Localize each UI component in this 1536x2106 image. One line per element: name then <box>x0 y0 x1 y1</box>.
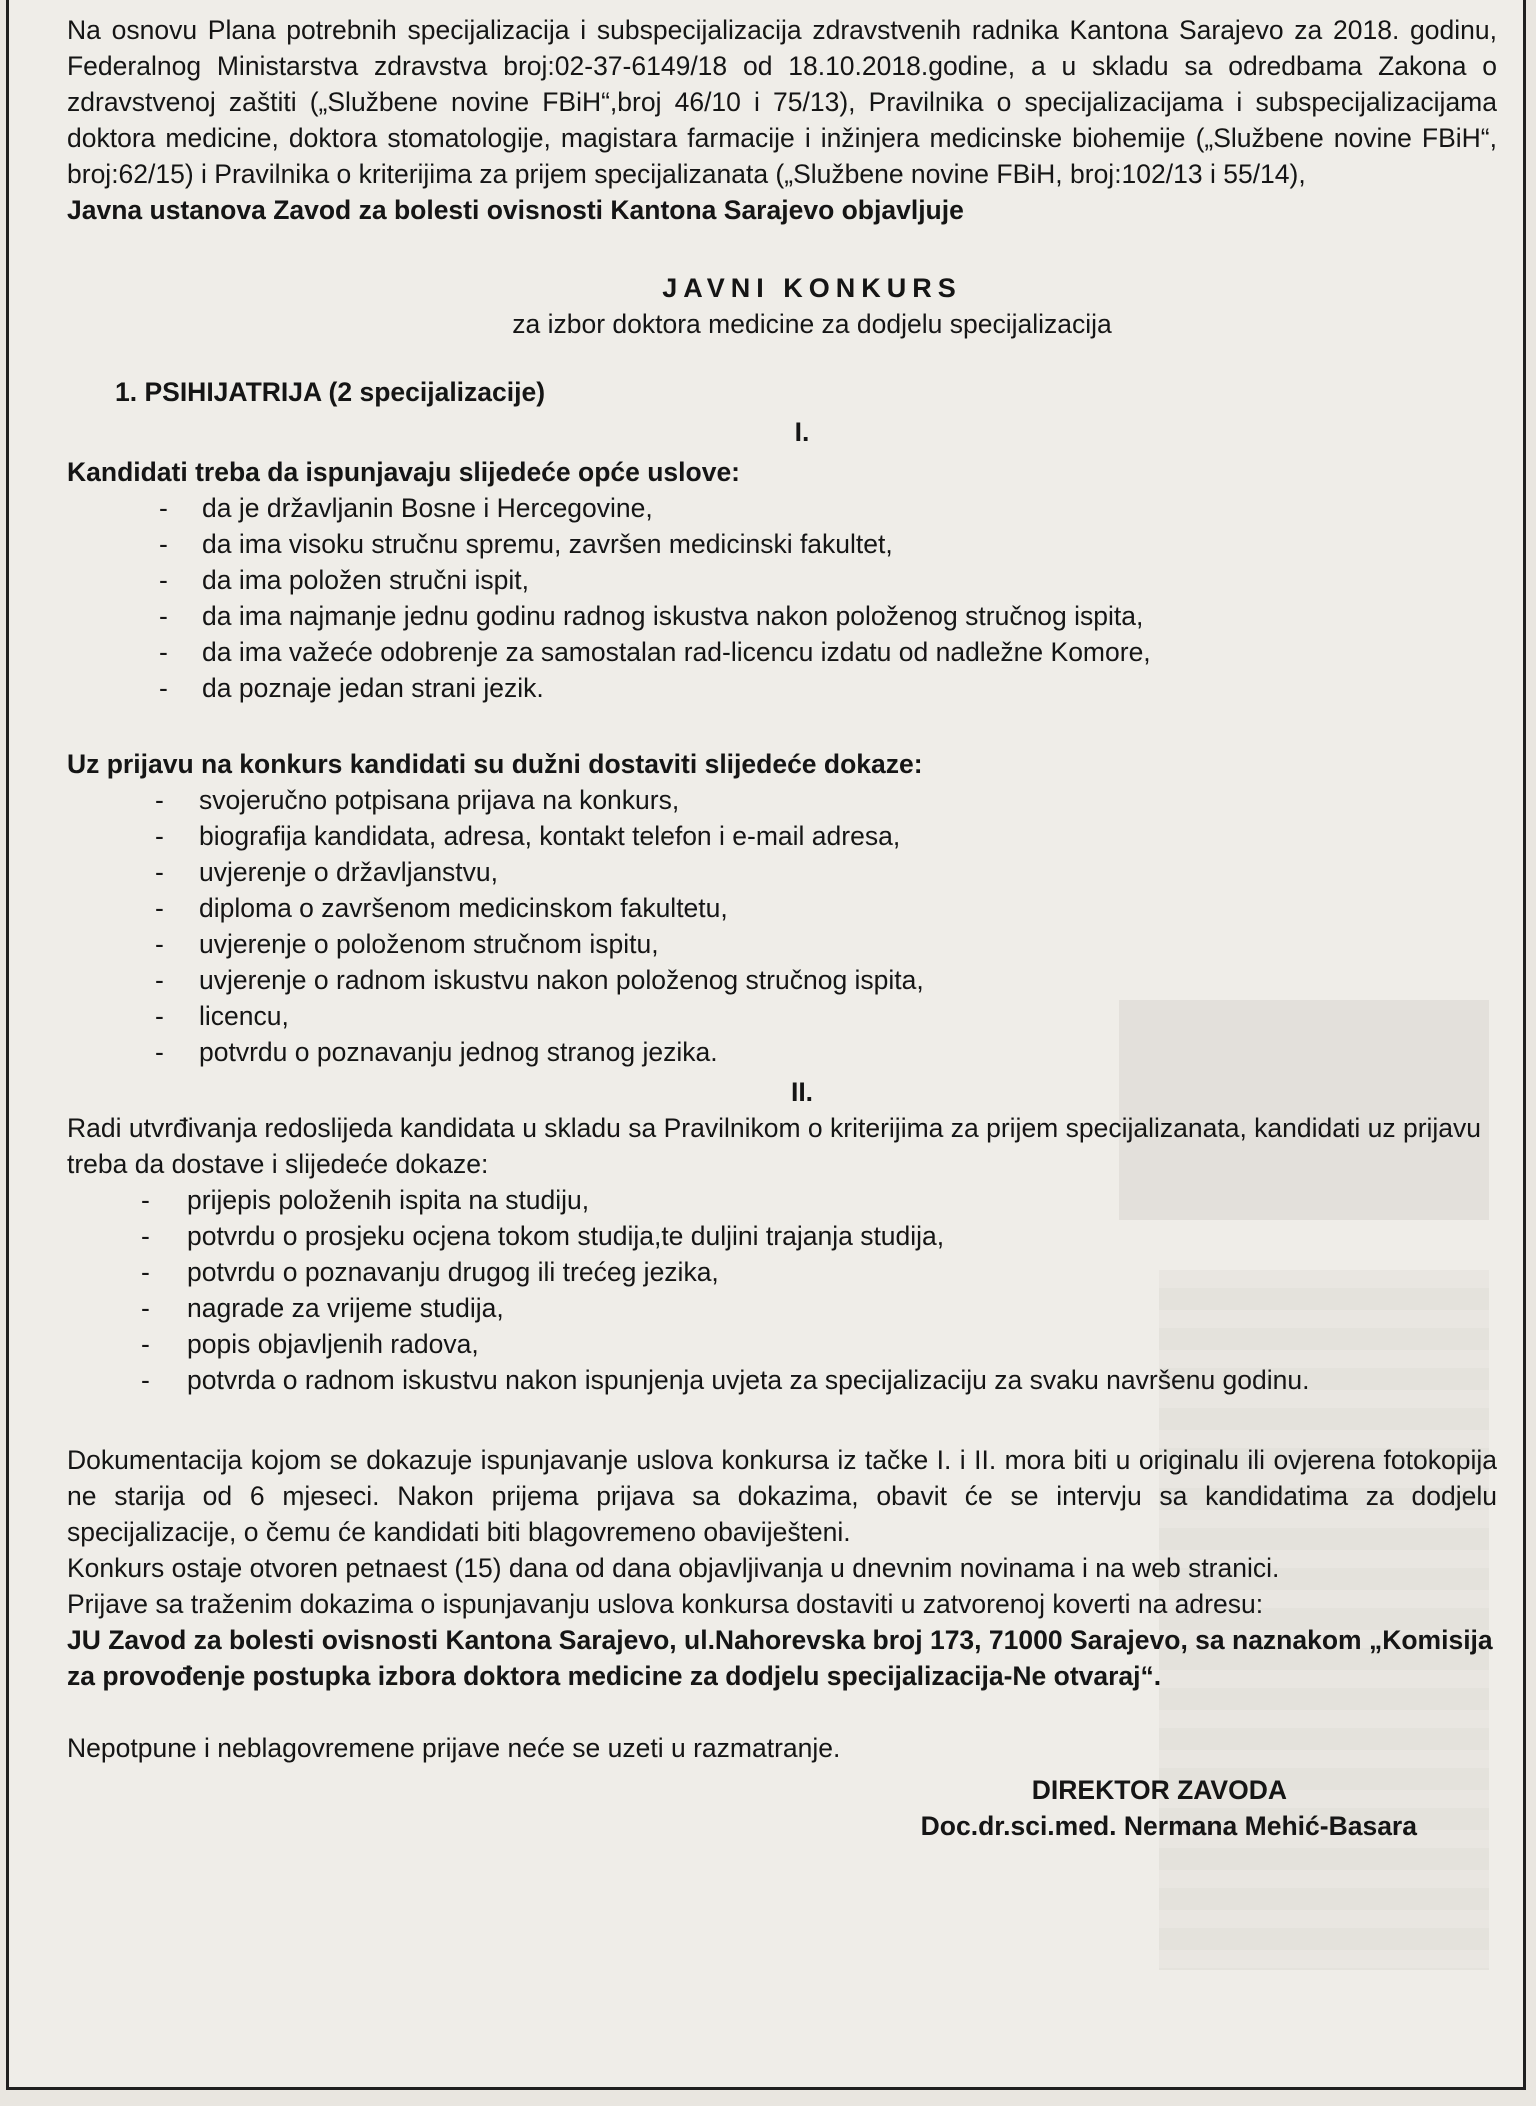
list-item: - uvjerenje o radnom iskustvu nakon položenog stručnog ispita, <box>67 962 1497 998</box>
list-item: - nagrade za vrijeme studija, <box>67 1290 1497 1326</box>
general-conditions-list <box>67 490 1497 706</box>
documents-lead: Uz prijavu na konkurs kandidati su dužni dostaviti slijedeće dokaze: <box>67 749 923 779</box>
list-item: - da ima najmanje jednu godinu radnog iskustva nakon položenog stručnog ispita, <box>67 598 1497 634</box>
notice-heading <box>67 270 1497 342</box>
notice-title: JAVNI KONKURS <box>662 273 962 303</box>
list-item: - da poznaje jedan strani jezik. <box>67 670 1497 706</box>
list-item: - diploma o završenom medicinskom fakultetu, <box>67 890 1497 926</box>
signature-title: DIREKTOR ZAVODA <box>1031 1775 1287 1805</box>
list-item: - popis objavljenih radova, <box>67 1326 1497 1362</box>
notice-subtitle: za izbor doktora medicine za dodjelu specijalizacija <box>512 309 1112 339</box>
ranking-documents-list <box>67 1182 1497 1398</box>
signature-name: Doc.dr.sci.med. Nermana Mehić-Basara <box>920 1811 1417 1841</box>
intro-paragraph: Na osnovu Plana potrebnih specijalizacija i subspecijalizacija zdravstvenih radnika Kantona Sarajevo za 2018. godinu, Federalnog Ministarstva zdravstva broj:02-37-6149/18 od 18.10.2018.godine, a u skladu sa odredbama Zakona o zdravstvenoj zaštiti („Službene novine FBiH“,broj 46/10 i 75/13), Pravilnika o specijalizacijama i subspecijalizacijama doktora medicine, doktora stomatologije, magistara farmacije i inžinjera medicinske biohemije („Službene novine FBiH“, broj:62/15) i Pravilnika o kriterijima za prijem specijalizanata („Službene novine FBiH, broj:102/13 i 55/14), <box>67 15 1497 189</box>
list-item: - da ima položen stručni ispit, <box>67 562 1497 598</box>
list-item: - da ima visoku stručnu spremu, završen medicinski fakultet, <box>67 526 1497 562</box>
incomplete-note: Nepotpune i neblagovremene prijave neće se uzeti u razmatranje. <box>67 1733 841 1763</box>
intro-publisher: Javna ustanova Zavod za bolesti ovisnosti Kantona Sarajevo objavljuje <box>67 195 964 225</box>
list-item: - svojeručno potpisana prijava na konkurs, <box>67 782 1497 818</box>
deadline-paragraph: Konkurs ostaje otvoren petnaest (15) dana od dana objavljivanja u dnevnim novinama i na web stranici. <box>67 1553 1280 1583</box>
list-item: - uvjerenje o položenom stručnom ispitu, <box>67 926 1497 962</box>
list-item: - da je državljanin Bosne i Hercegovine, <box>67 490 1497 526</box>
list-item: - da ima važeće odobrenje za samostalan rad-licencu izdatu od nadležne Komore, <box>67 634 1497 670</box>
list-item: - potvrdu o prosjeku ocjena tokom studija,te duljini trajanja studija, <box>67 1218 1497 1254</box>
section-one-label: I. <box>794 417 810 447</box>
list-item: - licencu, <box>67 998 1497 1034</box>
list-item: - potvrda o radnom iskustvu nakon ispunjenja uvjeta za specijalizaciju za svaku navršenu godinu. <box>67 1362 1497 1398</box>
section-two-label: II. <box>790 1077 814 1107</box>
specialization-item: 1. PSIHIJATRIJA (2 specijalizacije) <box>115 377 546 407</box>
general-conditions-lead: Kandidati treba da ispunjavaju slijedeće opće uslove: <box>67 457 741 487</box>
notice-content <box>67 12 1497 1844</box>
list-item: - potvrdu o poznavanju drugog ili trećeg jezika, <box>67 1254 1497 1290</box>
list-item: - uvjerenje o državljanstvu, <box>67 854 1497 890</box>
notice-sheet <box>6 0 1526 2090</box>
submission-paragraph: Prijave sa traženim dokazima o ispunjavanju uslova konkursa dostaviti u zatvorenoj koverti na adresu: <box>67 1589 1264 1619</box>
ranking-lead: Radi utvrđivanja redoslijeda kandidata u skladu sa Pravilnikom o kriterijima za prijem specijalizanata, kandidati uz prijavu treba da dostave i slijedeće dokaze: <box>67 1113 1482 1179</box>
submission-address: JU Zavod za bolesti ovisnosti Kantona Sarajevo, ul.Nahorevska broj 173, 71000 Sarajevo, sa naznakom „Komisija za provođenje postupka izbora doktora medicine za dodjelu specijalizacija-Ne otvaraj“. <box>67 1625 1493 1691</box>
list-item: - potvrdu o poznavanju jednog stranog jezika. <box>67 1034 1497 1070</box>
documents-list <box>67 782 1497 1070</box>
list-item: - prijepis položenih ispita na studiju, <box>67 1182 1497 1218</box>
documentation-paragraph: Dokumentacija kojom se dokazuje ispunjavanje uslova konkursa iz tačke I. i II. mora biti u originalu ili ovjerena fotokopija ne starija od 6 mjeseci. Nakon prijema prijava sa dokazima, obavit će se intervju sa kandidatima za dodjelu specijalizacije, o čemu će kandidati biti blagovremeno obaviješteni. <box>67 1445 1497 1547</box>
list-item: - biografija kandidata, adresa, kontakt telefon i e-mail adresa, <box>67 818 1497 854</box>
signature-block <box>67 1772 1497 1844</box>
